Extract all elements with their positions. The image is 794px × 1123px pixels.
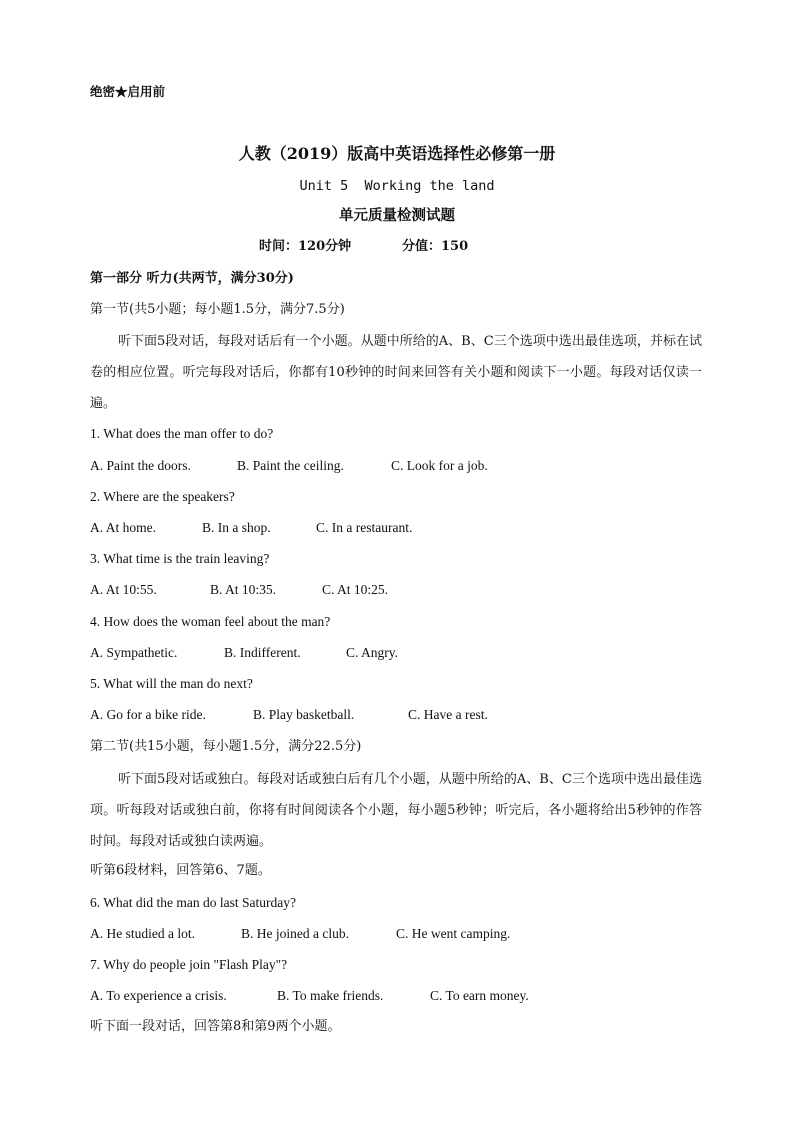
- option-a: A. Go for a bike ride.: [90, 707, 206, 722]
- option-c: C. In a restaurant.: [316, 520, 413, 535]
- material-6-label: 听第6段材料，回答第6、7题。: [90, 863, 271, 878]
- question-4: 4. How does the woman feel about the man?: [90, 614, 331, 629]
- score-label: 分值：150: [402, 239, 469, 254]
- question-7: 7. Why do people join "Flash Play"?: [90, 957, 288, 972]
- option-c: C. To earn money.: [430, 988, 529, 1003]
- section1-heading: 第一节(共5小题；每小题1.5分，满分7.5分): [90, 302, 345, 317]
- option-c: C. At 10:25.: [322, 582, 389, 597]
- option-a: A. Sympathetic.: [90, 645, 178, 660]
- section2-instructions: 听下面5段对话或独白。每段对话或独白后有几个小题，从题中所给的A、B、C三个选项中选出最佳选项。听每段对话或独白前，你将有时间阅读各个小题，每小题5秒钟；听完后，各小题将给出5秒钟的作答时间。每段对话或独白读两遍。: [90, 772, 702, 849]
- dialogue-8-9-label: 听下面一段对话，回答第8和第9两个小题。: [90, 1019, 341, 1034]
- option-b: B. At 10:35.: [210, 582, 277, 597]
- option-c: C. Angry.: [346, 645, 399, 660]
- part1-heading: 第一部分 听力(共两节，满分30分): [90, 271, 294, 286]
- section1-instructions: 听下面5段对话，每段对话后有一个小题。从题中所给的A、B、C三个选项中选出最佳选项，并标在试卷的相应位置。听完每段对话后，你都有10秒钟的时间来回答有关小题和阅读下一小题。每段对话仅读一遍。: [90, 334, 702, 411]
- option-b: B. Paint the ceiling.: [237, 458, 344, 473]
- option-b: B. In a shop.: [202, 520, 271, 535]
- question-2: 2. Where are the speakers?: [90, 489, 235, 504]
- option-a: A. Paint the doors.: [90, 458, 191, 473]
- question-6: 6. What did the man do last Saturday?: [90, 895, 296, 910]
- unit-title: Unit 5 Working the land: [299, 178, 495, 194]
- option-b: B. Indifferent.: [224, 645, 301, 660]
- option-b: B. Play basketball.: [253, 707, 355, 722]
- option-b: B. He joined a club.: [241, 926, 349, 941]
- option-c: C. Have a rest.: [408, 707, 488, 722]
- option-c: C. Look for a job.: [391, 458, 488, 473]
- question-3: 3. What time is the train leaving?: [90, 551, 270, 566]
- option-c: C. He went camping.: [396, 926, 511, 941]
- exam-title: 人教（2019）版高中英语选择性必修第一册: [238, 144, 556, 163]
- exam-subtitle: 单元质量检测试题: [339, 207, 455, 224]
- section2-heading: 第二节(共15小题，每小题1.5分，满分22.5分): [90, 739, 362, 754]
- question-5: 5. What will the man do next?: [90, 676, 253, 691]
- confidential-label: 绝密★启用前: [90, 84, 166, 99]
- option-a: A. He studied a lot.: [90, 926, 195, 941]
- time-label: 时间：120分钟: [259, 239, 352, 254]
- option-a: A. At 10:55.: [90, 582, 157, 597]
- question-1: 1. What does the man offer to do?: [90, 426, 274, 441]
- option-a: A. To experience a crisis.: [90, 988, 227, 1003]
- option-b: B. To make friends.: [277, 988, 384, 1003]
- option-a: A. At home.: [90, 520, 156, 535]
